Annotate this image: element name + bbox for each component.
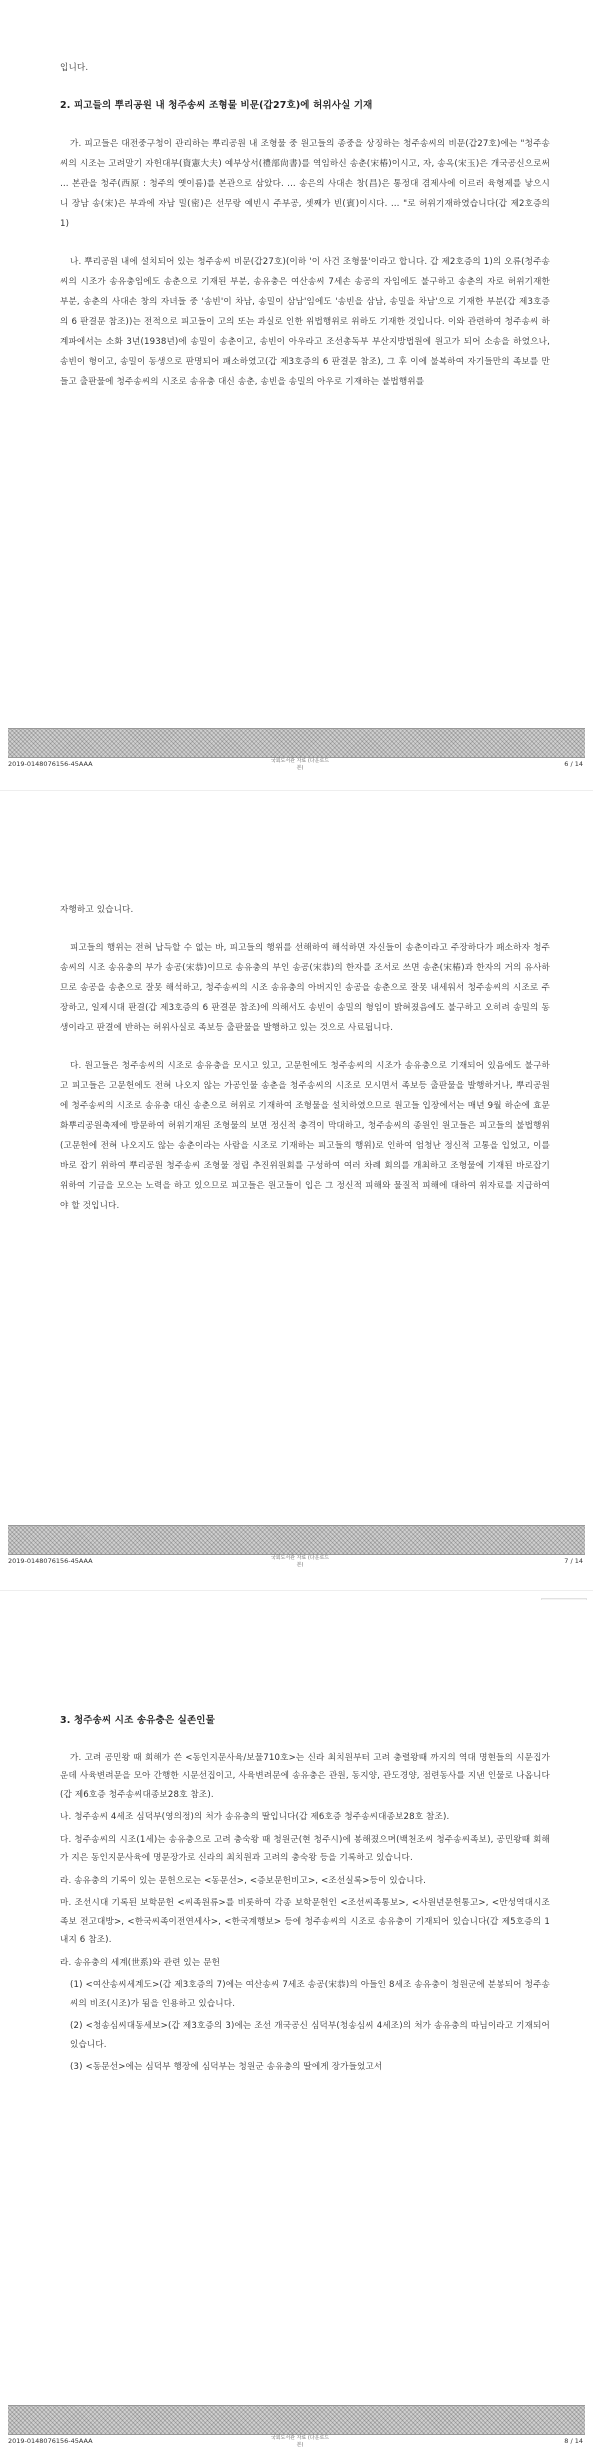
section3-item-ra: 라. 송유충의 기록이 있는 문헌으로는 <동문선>, <증보문헌비고>, <조선실록>등이 있습니다. — [60, 1875, 427, 1886]
page2-body — [60, 900, 550, 1216]
section3-item-da: 다. 청주송씨의 시조(1세)는 송유충으로 고려 충숙왕 때 청원군(현 청주시)에 봉해졌으며(백천조씨 청주송씨족보), 공민왕때 회해가 지은 동인지문사육에 명문장가로 신라의 최치원과 고려의 충숙왕 등을 기록하고 있습니다. — [60, 1834, 550, 1863]
page1-body — [60, 58, 550, 392]
section3-item-ga: 가. 고려 공민왕 때 회해가 쓴 <동인지문사육/보물710호>는 신라 최치원부터 고려 충렬왕때 까지의 역대 명현들의 시문집가운데 사육변려문을 모아 간행한 시문선집이고, 사육변려문에 송유충은 관원, 동지양, 관도경양, 점련동사를 지낸 인물로 나옵니다(갑 제6호증 청주송씨대종보28호 참조). — [60, 1752, 550, 1800]
footer-band — [8, 2405, 585, 2435]
section3-subitem-1: (1) <여산송씨세계도>(갑 제3호증의 7)에는 여산송씨 7세조 송공(宋恭)의 아들인 8세조 송유충이 청원군에 분봉되어 청주송씨의 비조(시조)가 됨을 인용하고 있습니다. — [70, 1980, 550, 2009]
page-divider — [0, 1590, 593, 1591]
footer-doc-id: 2019-0148076156-45AAA — [8, 1557, 93, 1565]
footer-doc-id: 2019-0148076156-45AAA — [8, 760, 93, 768]
document-page-2 — [0, 800, 593, 1580]
section3-item-na: 나. 청주송씨 4세조 심덕부(영의정)의 처가 송유충의 딸입니다(갑 제6호증 청주송씨대종보28호 참조). — [60, 1812, 450, 1822]
footer-page-number: 8 / 14 — [564, 2437, 583, 2445]
page3-body — [60, 1712, 550, 2077]
page2-paragraph-2: 다. 원고들은 청주송씨의 시조로 송유충을 모시고 있고, 고문헌에도 청주송씨의 시조가 송유충으로 기재되어 있음에도 불구하고 피고들은 고문헌에도 전혀 나오지 않는 가공인물 송춘을 청주송씨의 시조로 모시면서 족보등 출판물을 발행하거나, 뿌리공원에 청주송씨의 시조로 송유충 대신 송춘으로 허위로 기재하여 조형물을 설치하였으므로 원고들 입장에서는 매년 9월 하순에 효문화뿌리공원축제에 방문하여 허위기재된 조형물의 보면 정신적 충격이 막대하고, 청주송씨의 종원인 원고들은 피고들의 불법행위(고문헌에 전혀 나오지도 않는 송춘이라는 사람을 시조로 기재하는 피고들의 행위)로 인하여 엄청난 정신적 고통을 입었고, 이를 바로 잡기 위하여 뿌리공원 청주송씨 조형물 정립 추진위원회를 구성하여 여러 차례 회의를 개최하고 조형물에 기재된 바로잡기 위하여 기금을 모으는 노력을 하고 있으므로 피고들은 원고들이 입은 그 정신적 피해와 물질적 피해에 대하여 위자료를 지급하여야 할 것입니다. — [60, 1061, 550, 1211]
footer-page-number: 6 / 14 — [564, 760, 583, 768]
page1-line-top: 입니다. — [60, 63, 89, 73]
section2-item-ga: 가. 피고들은 대전중구청이 관리하는 뿌리공원 내 조형물 중 원고들의 종중을 상징하는 청주송씨의 비문(갑27호)에는 "청주송씨의 시조는 고려말기 자헌대부(資憲大夫) 예부상서(禮部尙書)를 역임하신 송춘(宋椿)이시고, 자, 송옥(宋玉)은 개국공신으로써 … 본관을 청주(西原 : 청주의 옛이름)를 본관으로 삼았다. … 송은의 사대손 창(昌)은 통정대 겸제사에 이르러 육형제를 낳으시니 장남 송(宋)은 부과에 자남 밀(密)은 선무랑 예빈시 주부공, 셋째가 빈(賓)이시다. … "로 허위기재하였습니다(갑 제2호증의 1) — [60, 139, 550, 229]
footer-page-number: 7 / 14 — [564, 1557, 583, 1565]
footer-doc-id: 2019-0148076156-45AAA — [8, 2437, 93, 2445]
document-page-1 — [0, 0, 593, 775]
section2-item-na: 나. 뿌리공원 내에 설치되어 있는 청주송씨 비문(갑27호)(이하 '이 사건 조형물'이라고 합니다. 갑 제2호증의 1)의 오류(청주송씨의 시조가 송유충임에도 송춘으로 기재된 부분, 송유충은 여산송씨 7세손 송공의 자임에도 불구하고 송춘의 자로 허위기재한 부분, 송춘의 사대손 창의 자녀들 중 '송빈'이 차남, 송밀이 삼남'임에도 '송빈을 삼남, 송밀을 차남'으로 기재한 부분(갑 제3호증의 6 판결문 참조))는 전적으로 피고들이 고의 또는 과실로 인한 위법행위로 위하도 기재한 것입니다. 이와 관련하여 청주송씨 하계파에서는 소화 3년(1938년)에 송밀이 송춘이고, 송빈이 아우라고 조선총독부 부산지방법원에 원고가 되어 소송을 하였으나, 송빈이 형이고, 송밀이 동생으로 판명되어 패소하였고(갑 제3호증의 6 판결문 참조), 그 후 이에 불복하여 자기들만의 족보를 만들고 출판물에 청주송씨의 시조로 송유충 대신 송춘, 송빈을 송밀의 아우로 기재하는 불법행위를 — [60, 257, 550, 387]
section3-subitem-2: (2) <청송심씨대동세보>(갑 제3호증의 3)에는 조선 개국공신 심덕부(청송심씨 4세조)의 처가 송유충의 따님이라고 기재되어 있습니다. — [70, 2021, 550, 2050]
section3-item-ma: 마. 조선시대 기록된 보학문헌 <씨족원류>를 비롯하여 각종 보학문헌인 <조선씨족통보>, <사원년문헌통고>, <만성역대시조족보 전고대방>, <한국씨족이전연세사>, <한국계행보> 등에 청주송씨의 시조로 송유충이 기재되어 있습니다(갑 제5호증의 1 내지 6 참조). — [60, 1898, 550, 1945]
footer-center-label: 국회도서관 자료 (다운로드 본) — [270, 1555, 330, 1568]
footer-band — [8, 1525, 585, 1555]
page2-continuation: 자행하고 있습니다. — [60, 905, 134, 915]
footer-center-label: 국회도서관 자료 (다운로드 본) — [270, 2435, 330, 2448]
footer-band — [8, 728, 585, 758]
section3-heading: 3. 청주송씨 시조 송유충은 실존인물 — [60, 1715, 215, 1726]
section2-heading: 2. 피고들의 뿌리공원 내 청주송씨 조형물 비문(갑27호)에 허위사실 기재 — [60, 100, 373, 111]
section3-subitem-3: (3) <동문선>에는 심덕부 행장에 심덕부는 청원군 송유충의 딸에게 장가들었고서 — [70, 2062, 383, 2072]
page2-paragraph-1: 피고들의 행위는 전혀 납득할 수 없는 바, 피고들의 행위를 선해하여 해석하면 자신들이 송춘이라고 주장하다가 패소하자 청주송씨의 시조 송유충의 부가 송공(宋恭)이므로 송유충의 부인 송공(宋恭)의 한자를 조서로 쓰면 송춘(宋椿)과 한자의 거의 유사하므로 송공을 송춘으로 잘못 해석하고, 청주송씨의 시조 송유충의 아버지인 송공을 송춘으로 잘못 내세워서 청주송씨의 시조로 주장하고, 일제시대 판결(갑 제3호증의 6 판결문 참조)에 의해서도 송빈이 송밀의 형임이 밝혀졌음에도 불구하고 오히려 송밀의 동생이라고 판결에 반하는 허위사실로 족보등 출판물을 발행하고 있는 것으로 사료됩니다. — [60, 943, 550, 1033]
section3-item-ba: 라. 송유충의 세계(世系)와 관련 있는 문헌 — [60, 1957, 221, 1968]
document-page-3 — [0, 1600, 593, 2450]
page-divider — [0, 790, 593, 791]
footer-center-label: 국회도서관 자료 (다운로드 본) — [270, 758, 330, 771]
